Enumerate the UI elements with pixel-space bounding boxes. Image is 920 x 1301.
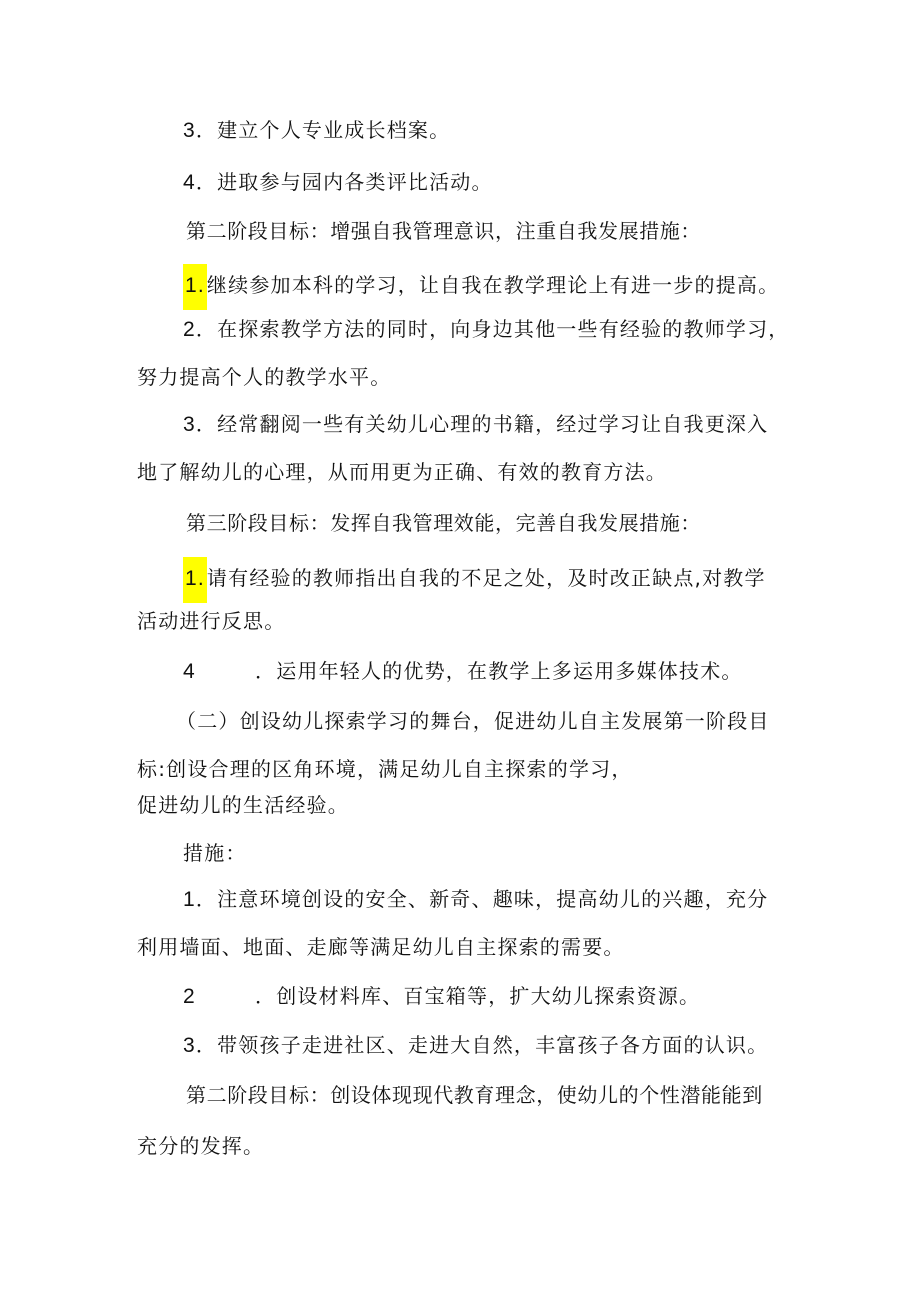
list-number: 4 xyxy=(183,171,196,194)
list-text: ．注意环境创设的安全、新奇、趣味，提高幼儿的兴趣，充分 xyxy=(195,887,769,911)
list-item-4 xyxy=(183,657,743,686)
list-item-1-highlighted xyxy=(183,557,766,603)
paragraph-continuation: 促进幼儿的生活经验。 xyxy=(137,793,349,817)
list-text: ．进取参与园内各类评比活动。 xyxy=(195,170,493,194)
list-item-1-highlighted xyxy=(183,264,779,310)
section-heading-2: （二）创设幼儿探索学习的舞台，促进幼儿自主发展第一阶段目 xyxy=(176,709,770,733)
paragraph-continuation: 努力提高个人的教学水平。 xyxy=(137,365,392,389)
list-text: ．运用年轻人的优势，在教学上多运用多媒体技术。 xyxy=(255,659,743,683)
list-text: 继续参加本科的学习，让自我在教学理论上有进一步的提高。 xyxy=(206,273,780,297)
list-item-3 xyxy=(183,1031,768,1060)
highlighted-number: 1. xyxy=(183,557,207,603)
list-item-1 xyxy=(183,885,768,914)
paragraph-continuation: 充分的发挥。 xyxy=(137,1134,265,1158)
list-text: ．建立个人专业成长档案。 xyxy=(195,118,451,142)
stage-heading-3: 第三阶段目标：发挥自我管理效能，完善自我发展措施： xyxy=(186,511,701,535)
list-number: 2 xyxy=(183,985,196,1008)
list-number: 4 xyxy=(183,660,196,683)
list-number: 2 xyxy=(183,318,196,341)
paragraph-continuation: 标:创设合理的区角环境，满足幼儿自主探索的学习， xyxy=(137,757,633,781)
stage-heading-2: 第二阶段目标：增强自我管理意识，注重自我发展措施： xyxy=(186,219,701,243)
list-item-3 xyxy=(183,116,450,145)
list-item-2 xyxy=(183,982,700,1011)
stage-heading-2b: 第二阶段目标：创设体现现代教育理念，使幼儿的个性潜能能到 xyxy=(186,1083,763,1107)
measures-label: 措施： xyxy=(183,841,247,865)
list-number: 3 xyxy=(183,119,196,142)
list-number: 3 xyxy=(183,413,196,436)
list-item-2 xyxy=(183,315,790,344)
list-item-3 xyxy=(183,410,768,439)
paragraph-continuation: 地了解幼儿的心理，从而用更为正确、有效的教育方法。 xyxy=(137,460,667,484)
list-text: ．创设材料库、百宝箱等，扩大幼儿探索资源。 xyxy=(255,984,701,1008)
list-number: 1 xyxy=(183,888,196,911)
list-number: 3 xyxy=(183,1034,196,1057)
paragraph-continuation: 活动进行反思。 xyxy=(137,609,286,633)
list-text: ．经常翻阅一些有关幼儿心理的书籍，经过学习让自我更深入 xyxy=(195,412,769,436)
list-text: ．带领孩子走进社区、走进大自然，丰富孩子各方面的认识。 xyxy=(195,1033,769,1057)
list-item-4 xyxy=(183,168,493,197)
highlighted-number: 1. xyxy=(183,264,207,310)
list-text: ．在探索教学方法的同时，向身边其他一些有经验的教师学习， xyxy=(195,317,790,341)
paragraph-continuation: 利用墙面、地面、走廊等满足幼儿自主探索的需要。 xyxy=(137,935,625,959)
list-text: 请有经验的教师指出自我的不足之处，及时改正缺点,对教学 xyxy=(206,566,766,590)
